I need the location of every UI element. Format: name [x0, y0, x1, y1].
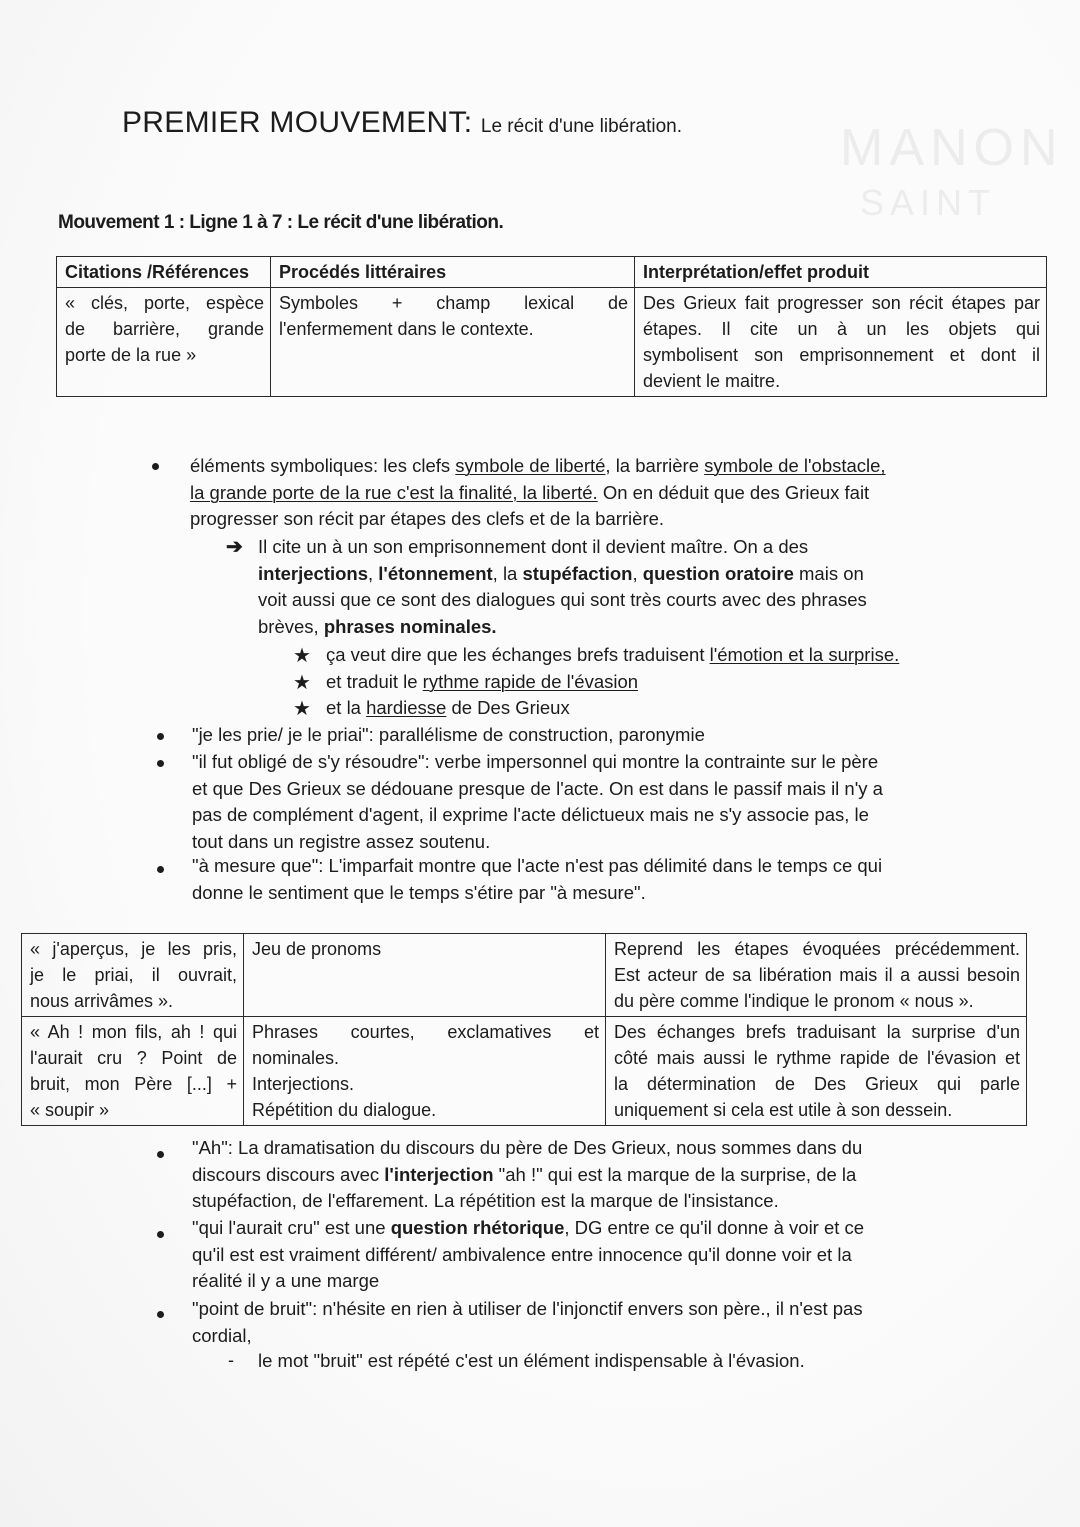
cell-line: Répétition du dialogue. [252, 1100, 437, 1120]
cell-line: la détermination de Des Grieux qui parle [614, 1074, 1020, 1094]
header-cell: Procédés littéraires [271, 257, 635, 288]
text-line: tout dans un registre assez soutenu. [192, 830, 491, 852]
title-subtitle: Le récit d'une libération. [480, 116, 683, 137]
text-line: discours discours avec l'interjection "ah !" qui est la marque de la surprise, de la [192, 1163, 857, 1185]
text-line: "il fut obligé de s'y résoudre": verbe impersonnel qui montre la contrainte sur le père [192, 751, 879, 772]
table-row [57, 288, 1047, 397]
text-line: cordial, [192, 1324, 252, 1346]
text-line: donne le sentiment que le temps s'étire par "à mesure". [192, 881, 646, 903]
bullet-item [192, 749, 962, 855]
cell-line: Interjections. [252, 1074, 355, 1094]
interpretation-cell [606, 1017, 1027, 1126]
cell-line: Jeu de pronoms [252, 939, 382, 959]
text-line: la grande porte de la rue c'est la finalité, la liberté. On en déduit que des Grieux fait [190, 481, 870, 503]
bullet-item [192, 1135, 972, 1215]
procedes-cell [271, 288, 635, 397]
procedes-cell [244, 1017, 606, 1126]
title-main: PREMIER MOUVEMENT: [122, 106, 473, 139]
dash-marker: - [228, 1350, 234, 1370]
cell-line: uniquement si cela est utile à son dessein. [614, 1100, 953, 1120]
bullet-item [190, 453, 960, 533]
table-header-row [57, 257, 1047, 288]
interpretation-cell [635, 288, 1047, 397]
table-row [22, 1017, 1027, 1126]
star-icon: ★ [293, 645, 311, 667]
text-line: brèves, phrases nominales. [258, 615, 497, 637]
text-line: stupéfaction, de l'effarement. La répétition est la marque de l'insistance. [192, 1190, 779, 1211]
star-icon: ★ [293, 698, 311, 720]
section-heading: Mouvement 1 : Ligne 1 à 7 : Le récit d'une libération. [58, 212, 504, 233]
star-icon: ★ [293, 672, 311, 694]
bullet-dot [152, 463, 159, 470]
cell-line: « Ah ! mon fils, ah ! qui [30, 1022, 237, 1042]
cell-line: « j'aperçus, je les pris, [30, 939, 237, 959]
cell-line: l'enfermement dans le contexte. [279, 319, 534, 339]
bullet-dot [157, 733, 164, 740]
bullet-item [192, 853, 972, 906]
arrow-right-icon: ➔ [226, 536, 243, 558]
cell-line: Reprend les étapes évoquées précédemment. [614, 939, 1020, 959]
star-item: et la hardiesse de Des Grieux [326, 697, 570, 718]
cell-line: Symboles + champ lexical de [279, 293, 628, 313]
show-through-text: SAINT [860, 182, 997, 223]
cell-line: Des Grieux fait progresser son récit étapes par [643, 293, 1040, 313]
text-line: "point de bruit": n'hésite en rien à utiliser de l'injonctif envers son père., il n'est pas [192, 1298, 863, 1319]
show-through-text: MANON [840, 119, 1064, 177]
citation-cell [22, 1017, 244, 1126]
text-line: voit aussi que ce sont des dialogues qui sont très courts avec des phrases [258, 589, 867, 610]
text-line: "à mesure que": L'imparfait montre que l'acte n'est pas délimité dans le temps ce qui [192, 855, 883, 876]
cell-line: nominales. [252, 1048, 340, 1068]
interpretation-cell [606, 934, 1027, 1017]
text-line: et que Des Grieux se dédouane presque de l'acte. On est dans le passif mais il n'y a [192, 777, 883, 799]
cell-line: symbolisent son emprisonnement et dont il [643, 345, 1040, 365]
cell-line: de barrière, grande [65, 319, 264, 339]
dash-item: le mot "bruit" est répété c'est un élément indispensable à l'évasion. [258, 1350, 805, 1371]
bullet-dot [157, 866, 164, 873]
analysis-table-2 [21, 933, 1027, 1126]
bullet-dot [157, 760, 164, 767]
table-row [22, 934, 1027, 1017]
text-line: "qui l'aurait cru" est une question rhétorique, DG entre ce qu'il donne à voir et ce [192, 1217, 865, 1238]
bullet-dot [157, 1151, 164, 1158]
cell-line: bruit, mon Père [...] + [30, 1074, 237, 1094]
bullet-item [192, 1296, 972, 1349]
cell-line: Est acteur de sa libération mais il a aussi besoin [614, 965, 1020, 985]
bullet-item: "je les prie/ je le priai": parallélisme de construction, paronymie [192, 724, 705, 745]
bullet-item [192, 1215, 972, 1295]
cell-line: l'aurait cru ? Point de [30, 1048, 237, 1068]
citation-cell [22, 934, 244, 1017]
citation-cell [57, 288, 271, 397]
procedes-cell [244, 934, 606, 1017]
cell-line: côté mais aussi le rythme rapide de l'évasion et [614, 1048, 1020, 1068]
text-line: réalité il y a une marge [192, 1270, 380, 1291]
star-item: et traduit le rythme rapide de l'évasion [326, 671, 639, 692]
analysis-table-1 [56, 256, 1047, 397]
star-item: ça veut dire que les échanges brefs traduisent l'émotion et la surprise. [326, 644, 900, 665]
cell-line: du père comme l'indique le pronom « nous ». [614, 991, 974, 1011]
header-cell: Interprétation/effet produit [635, 257, 1047, 288]
text-line: interjections, l'étonnement, la stupéfaction, question oratoire mais on [258, 562, 864, 584]
cell-line: Phrases courtes, exclamatives et [252, 1022, 599, 1042]
text-line: progresser son récit par étapes des clefs et de la barrière. [190, 508, 665, 529]
page-title [122, 106, 682, 140]
bullet-dot [157, 1231, 164, 1238]
text-line: qu'il est est vraiment différent/ ambivalence entre innocence qu'il donne voir et la [192, 1243, 852, 1265]
bullet-dot [157, 1311, 164, 1318]
header-cell: Citations /Références [57, 257, 271, 288]
text-line: éléments symboliques: les clefs symbole de liberté, la barrière symbole de l'obstacle, [190, 455, 886, 476]
cell-line: étapes. Il cite un à un les objets qui [643, 319, 1040, 339]
text-line: pas de complément d'agent, il exprime l'acte délictueux mais ne s'y associe pas, le [192, 804, 869, 825]
arrow-item [258, 534, 958, 640]
cell-line: devient le maitre. [643, 371, 781, 391]
cell-line: « clés, porte, espèce [65, 293, 264, 313]
cell-line: porte de la rue » [65, 345, 197, 365]
cell-line: je le priai, il ouvrait, [30, 965, 237, 985]
cell-line: Des échanges brefs traduisant la surprise d'un [614, 1022, 1020, 1042]
text-line: Il cite un à un son emprisonnement dont il devient maître. On a des [258, 536, 809, 557]
cell-line: « soupir » [30, 1100, 110, 1120]
text-line: "Ah": La dramatisation du discours du père de Des Grieux, nous sommes dans du [192, 1137, 863, 1158]
cell-line: nous arrivâmes ». [30, 991, 174, 1011]
